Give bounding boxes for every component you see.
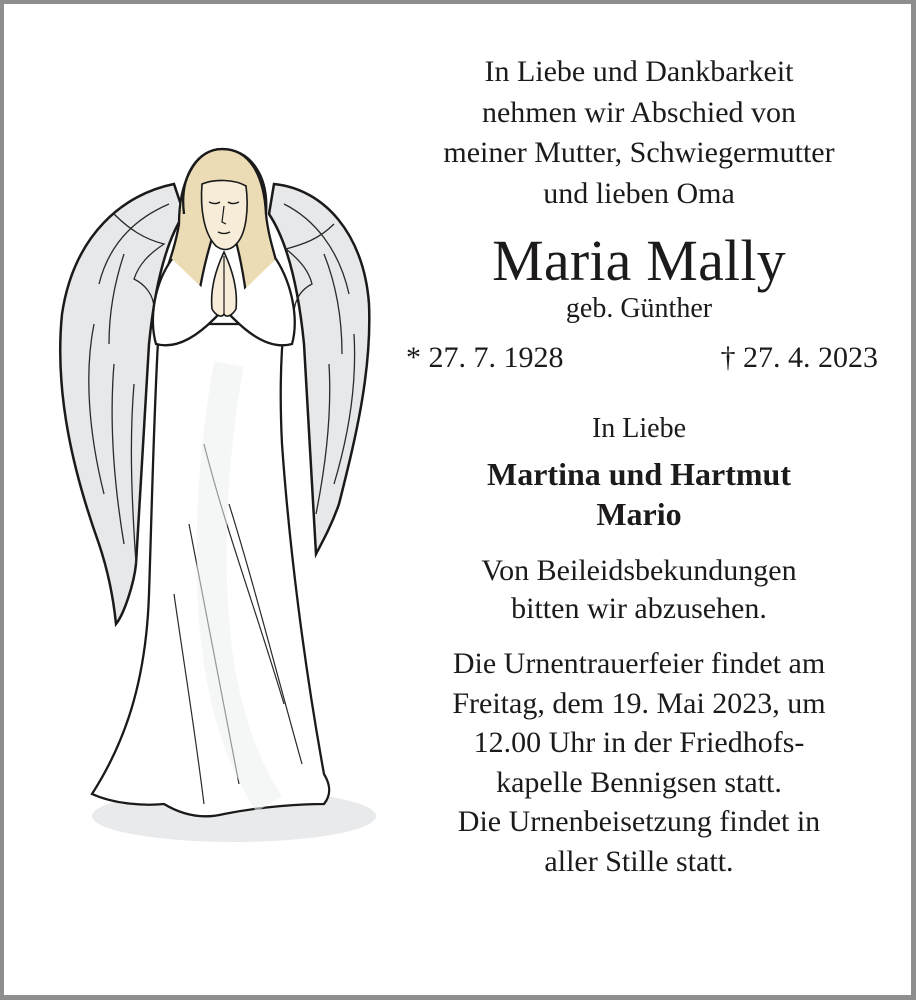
service-line: Die Urnenbeisetzung findet in <box>457 805 821 838</box>
intro-line: und lieben Oma <box>543 176 735 210</box>
praying-angel-icon <box>54 144 384 864</box>
service-details <box>394 644 884 881</box>
life-dates <box>394 338 884 378</box>
service-line: Die Urnentrauerfeier findet am <box>452 647 826 680</box>
mourner-line: Martina und Hartmut <box>487 456 791 492</box>
deceased-name: Maria Mally <box>492 228 786 293</box>
intro-line: nehmen wir Abschied von <box>481 95 797 129</box>
service-line: Freitag, dem 19. Mai 2023, um <box>452 686 826 720</box>
birth-date: * 27. 7. 1928 <box>406 341 564 374</box>
service-line: kapelle Bennigsen statt. <box>496 765 782 799</box>
intro-line: meiner Mutter, Schwiegermutter <box>443 136 835 169</box>
death-date: † 27. 4. 2023 <box>720 341 878 374</box>
condolence-note <box>394 552 884 628</box>
maiden-name: geb. Günther <box>565 293 713 324</box>
mourner-line: Mario <box>596 496 682 532</box>
mourners <box>394 454 884 534</box>
condolence-line: bitten wir abzusehen. <box>511 592 767 625</box>
service-line: 12.00 Uhr in der Friedhofs- <box>473 726 805 759</box>
condolence-line: Von Beileidsbekundungen <box>481 554 797 587</box>
obituary-text <box>394 52 884 881</box>
intro-text <box>394 52 884 214</box>
intro-line: In Liebe und Dankbarkeit <box>484 55 794 88</box>
in-love-label: In Liebe <box>591 413 687 444</box>
service-line: aller Stille statt. <box>544 844 734 878</box>
